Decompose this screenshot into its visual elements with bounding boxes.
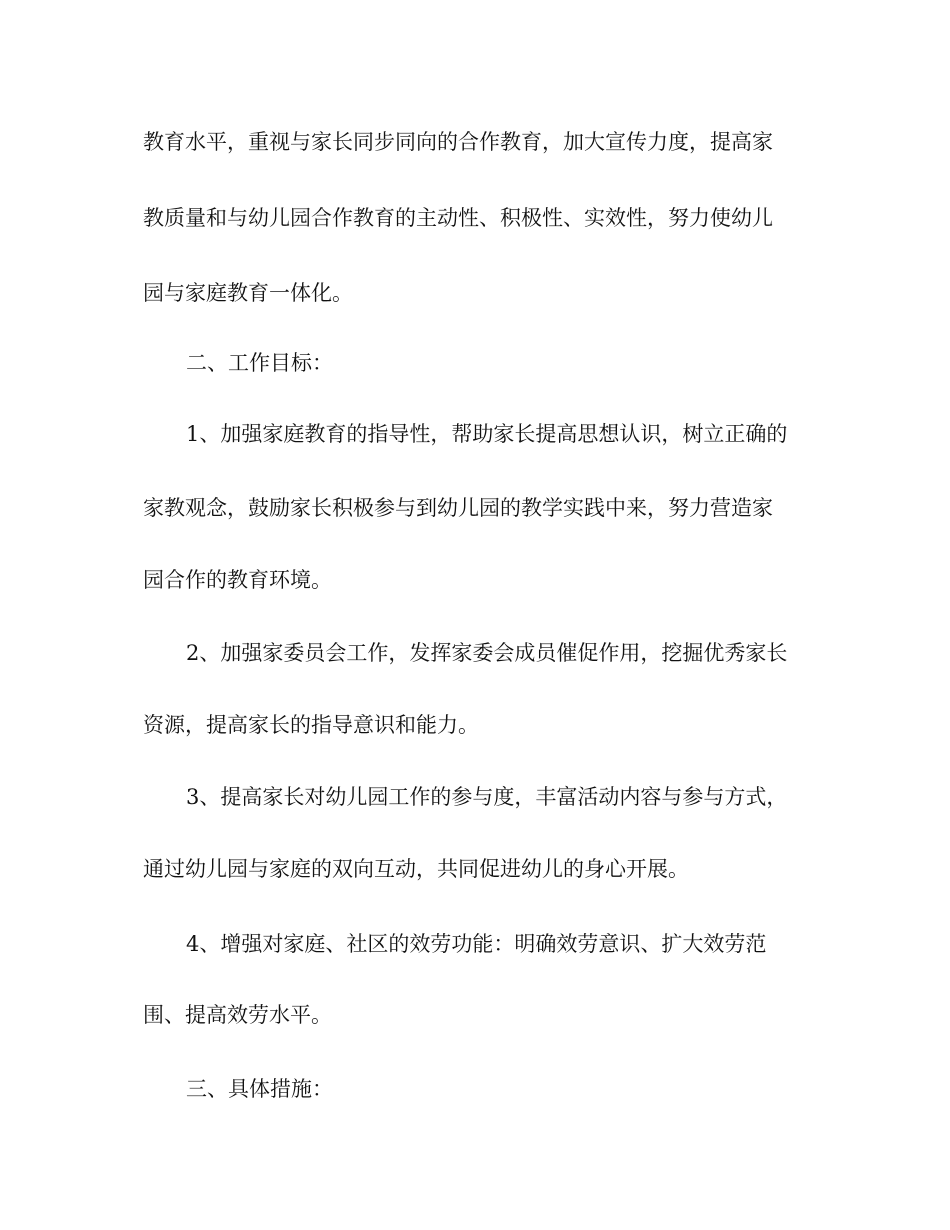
paragraph-line: 家教观念，鼓励家长积极参与到幼儿园的教学实践中来，努力营造家	[143, 496, 773, 520]
paragraph-line: 3、提高家长对幼儿园工作的参与度，丰富活动内容与参与方式，	[186, 785, 788, 809]
paragraph-line: 1、加强家庭教育的指导性，帮助家长提高思想认识，树立正确的	[186, 422, 788, 446]
paragraph-line: 2、加强家委员会工作，发挥家委会成员催促作用，挖掘优秀家长	[186, 641, 788, 665]
paragraph-line: 4、增强对家庭、社区的效劳功能：明确效劳意识、扩大效劳范	[186, 932, 767, 956]
paragraph-line: 通过幼儿园与家庭的双向互动，共同促进幼儿的身心开展。	[143, 857, 689, 881]
paragraph-line: 教质量和与幼儿园合作教育的主动性、积极性、实效性，努力使幼儿	[143, 206, 773, 230]
section-heading: 二、工作目标：	[186, 351, 333, 375]
paragraph-line: 园与家庭教育一体化。	[143, 281, 353, 305]
section-heading: 三、具体措施：	[186, 1077, 333, 1101]
paragraph-line: 资源，提高家长的指导意识和能力。	[143, 713, 479, 737]
paragraph-line: 园合作的教育环境。	[143, 568, 332, 592]
paragraph-line: 教育水平，重视与家长同步同向的合作教育，加大宣传力度，提高家	[143, 130, 773, 154]
paragraph-line: 围、提高效劳水平。	[143, 1003, 332, 1027]
